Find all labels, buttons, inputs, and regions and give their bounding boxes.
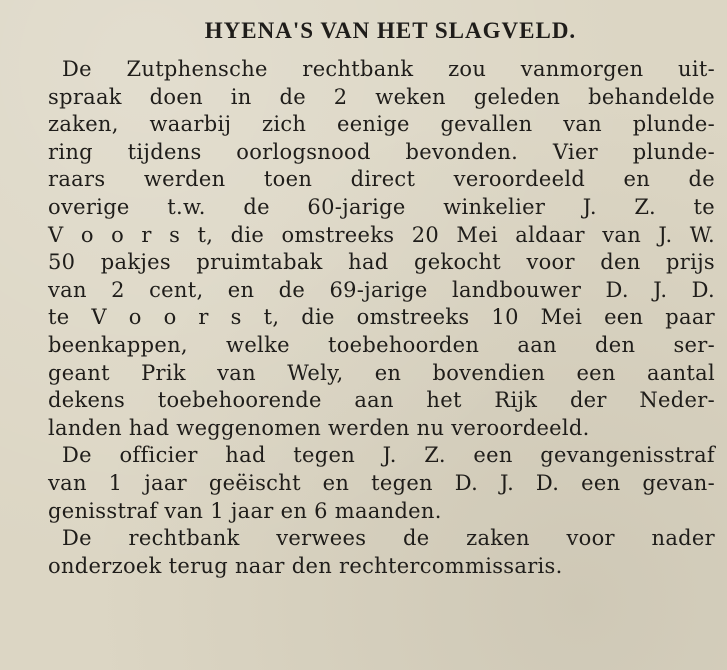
- text-line: zaken, waarbij zich eenige gevallen van plunde-: [48, 112, 715, 137]
- text-line: van 2 cent, en de 69-jarige landbouwer D. J. D.: [48, 277, 715, 302]
- text-line: van 1 jaar geëischt en tegen D. J. D. een gevan-: [48, 470, 715, 495]
- text-line: landen had weggenomen werden nu veroordeeld.: [48, 415, 590, 440]
- article-paragraph-3: [48, 525, 715, 580]
- text-line: V o o r s t, die omstreeks 20 Mei aldaar van J. W.: [48, 222, 715, 247]
- text-line: genisstraf van 1 jaar en 6 maanden.: [48, 498, 442, 523]
- article-paragraph-1: [48, 56, 715, 442]
- text-line: dekens toebehoorende aan het Rijk der Neder-: [48, 388, 715, 413]
- text-line: spraak doen in de 2 weken geleden behandelde: [48, 84, 715, 109]
- text-line: 50 pakjes pruimtabak had gekocht voor den prijs: [48, 250, 715, 275]
- text-line: De officier had tegen J. Z. een gevangenisstraf: [62, 443, 715, 468]
- article-paragraph-2: [48, 442, 715, 525]
- article-headline: HYENA'S VAN HET SLAGVELD.: [204, 18, 577, 43]
- text-line: De Zutphensche rechtbank zou vanmorgen uit-: [62, 57, 715, 81]
- text-line: te V o o r s t, die omstreeks 10 Mei een paar: [48, 305, 715, 330]
- text-line: onderzoek terug naar den rechtercommissaris.: [48, 553, 563, 578]
- text-line: geant Prik van Wely, en bovendien een aantal: [48, 360, 715, 385]
- text-line: overige t.w. de 60-jarige winkelier J. Z. te: [48, 194, 715, 219]
- text-line: De rechtbank verwees de zaken voor nader: [62, 526, 715, 551]
- text-line: beenkappen, welke toebehoorden aan den ser-: [48, 332, 715, 357]
- text-line: raars werden toen direct veroordeeld en de: [48, 167, 715, 192]
- text-line: ring tijdens oorlogsnood bevonden. Vier plunde-: [48, 139, 715, 164]
